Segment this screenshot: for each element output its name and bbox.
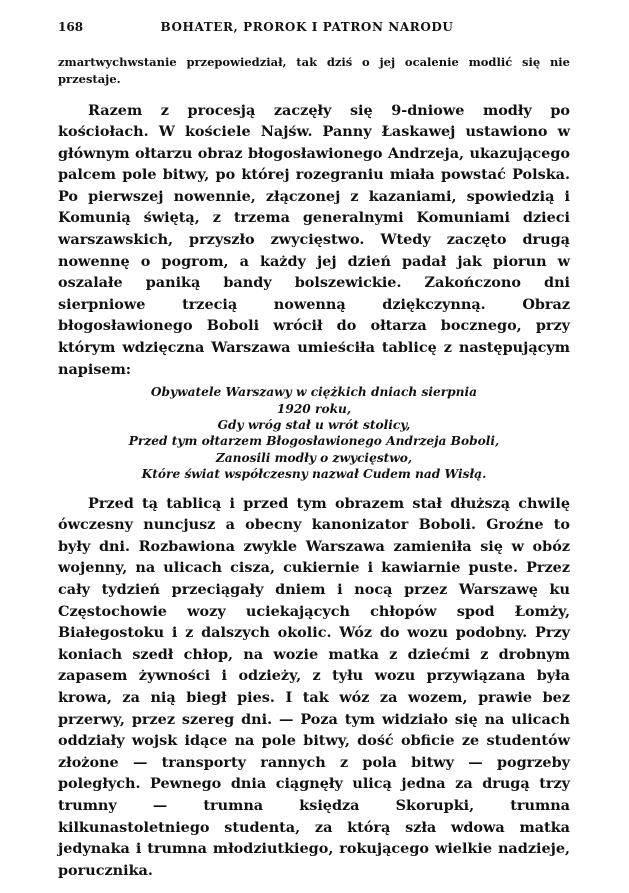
inscription-line: Przed tym ołtarzem Błogosławionego Andrzeja Boboli, [128,434,500,449]
inscription-line: 1920 roku, [276,401,352,416]
inscription-line: Zanosili modły o zwycięstwo, [215,450,413,465]
inscription-block [58,384,570,482]
inscription-line: Które świat współczesny nazwał Cudem nad Wisłą. [141,467,487,482]
paragraph-nuncio: Przed tą tablicą i przed tym obrazem stał dłuższą chwilę ówczesny nuncjusz a obecny kanonizator Boboli. Groźne to były dni. Rozbawiona zwykle Warszawa zamieniła się w obóz wojenny, na ulicach cisza, cukiernie i kawiarnie puste. Przez cały tydzień przeciągały dniem i nocą przez Warszawę ku Częstochowie wozy uciekających chłopów spod Łomży, Białegostoku i z dalszych okolic. Wóz do wozu podobny. Przy koniach szedł chłop, na wozie matka z dziećmi z drobnym zapasem żywności i odzieży, z tyłu wozu przywiązana była krowa, za nią biegł pies. I tak wóz za wozem, prawie bez przerwy, przez szereg dni. — Poza tym widziało się na ulicach oddziały wojsk idące na pole bitwy, dość obficie ze studentów złożone — transporty rannych z pola bitwy — pogrzeby poległych. Pewnego dnia ciągnęły ulicą jedna za drugą trzy trumny — trumna księdza Skorupki, trumna kilkunastoletniego studenta, za którą szła wdowa matka jedynaka i trumna młodziutkiego, rokującego wielkie nadzieje, porucznika. [58,494,570,879]
page-number: 168 [58,20,84,34]
intro-paragraph: zmartwychwstanie przepowiedział, tak dziś o jej ocalenie modlić się nie przestaje. [58,55,570,86]
book-page [58,20,570,881]
running-title: BOHATER, PROROK I PATRON NARODU [160,20,454,34]
inscription-line: Obywatele Warszawy w ciężkich dniach sierpnia [150,385,478,400]
paragraph-procession: Razem z procesją zaczęły się 9-dniowe modły po kościołach. W kościele Najśw. Panny Łaskawej ustawiono w głównym ołtarzu obraz błogosławionego Andrzeja, ukazującego palcem pole bitwy, po której rozegraniu miała powstać Polska. Po pierwszej nowennie, złączonej z kazaniami, spowiedzią i Komunią świętą, z trzema generalnymi Komuniami dzieci warszawskich, przyszło zwycięstwo. Wtedy zaczęto drugą nowennę o pogrom, a każdy jej dzień padał jak piorun w oszalałe paniką bandy bolszewickie. Zakończono dni sierpniowe trzecią nowenną dziękczynną. Obraz błogosławionego Boboli wrócił do ołtarza bocznego, przy którym wdzięczna Warszawa umieściła tablicę z następującym napisem: [58,101,570,378]
inscription-line: Gdy wróg stał u wrót stolicy, [217,418,411,433]
page-header [58,20,570,38]
